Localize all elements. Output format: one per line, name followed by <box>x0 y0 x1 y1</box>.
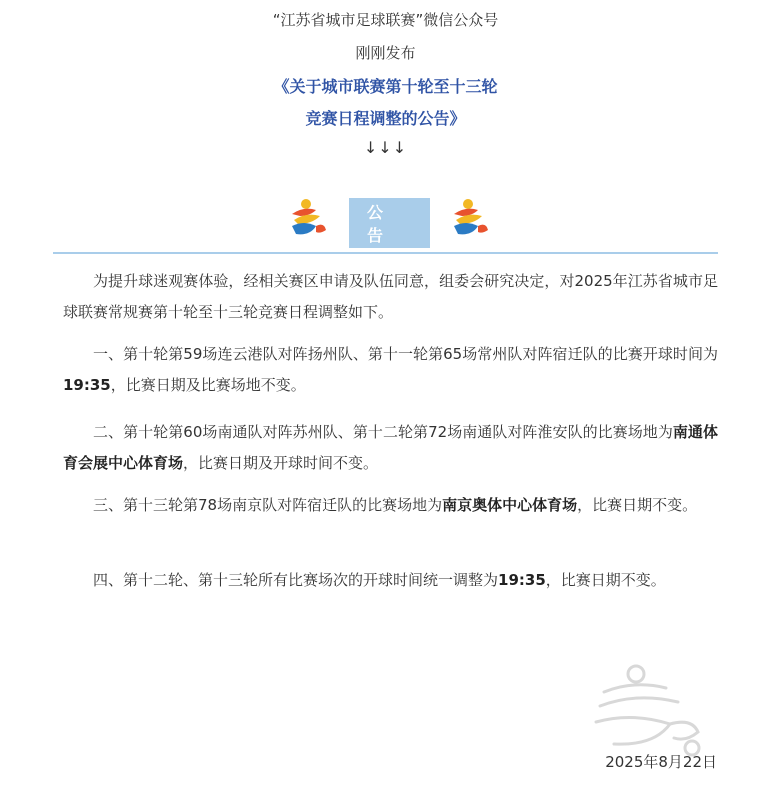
intro-paragraph <box>63 266 718 328</box>
item-4-tail: ，比赛日期不变。 <box>545 571 666 589</box>
item-1-text: 一、第十轮第59场连云港队对阵扬州队、第十一轮第65场常州队对阵宿迁队的比赛开球时间为 <box>93 345 718 363</box>
notice-banner-label: 公告 <box>367 203 402 245</box>
item-3-tail: ，比赛日期不变。 <box>577 496 698 514</box>
item-3-venue: 南京奥体中心体育场 <box>442 496 578 514</box>
publish-status: 刚刚发布 <box>355 44 416 62</box>
item-2-text: 二、第十轮第60场南通队对阵苏州队、第十二轮第72场南通队对阵淮安队的比赛场地为 <box>93 423 673 441</box>
notice-title-line1: 《关于城市联赛第十轮至十三轮 <box>273 77 498 96</box>
item-3-paragraph <box>63 490 718 521</box>
source-line: “江苏省城市足球联赛”微信公众号 <box>272 11 499 29</box>
item-1-tail: ，比赛日期及比赛场地不变。 <box>110 376 306 394</box>
item-2-paragraph <box>63 417 718 479</box>
item-1-kickoff-time: 19:35 <box>63 376 111 394</box>
item-4-kickoff-time: 19:35 <box>498 571 546 589</box>
banner-divider <box>53 252 718 254</box>
item-4-paragraph <box>63 565 718 596</box>
publish-date: 2025年8月22日 <box>605 753 717 771</box>
item-1-paragraph <box>63 339 718 401</box>
item-4-text: 四、第十二轮、第十三轮所有比赛场次的开球时间统一调整为 <box>93 571 499 589</box>
league-mascot-logo-icon <box>448 196 492 240</box>
notice-title-line2: 竞赛日程调整的公告》 <box>305 109 466 128</box>
down-arrows: ↓↓↓ <box>363 138 408 157</box>
item-2-tail: ，比赛日期及开球时间不变。 <box>183 454 379 472</box>
intro-text: 为提升球迷观赛体验，经相关赛区申请及队伍同意，组委会研究决定，对2025年江苏省城市足球联赛常规赛第十轮至十三轮竞赛日程调整如下。 <box>63 272 718 321</box>
item-3-text: 三、第十三轮第78场南京队对阵宿迁队的比赛场地为 <box>93 496 443 514</box>
notice-banner <box>349 198 430 248</box>
item-2-venue: 南通体育会展中心体育场 <box>63 423 718 472</box>
league-mascot-logo-icon <box>286 196 330 240</box>
league-watermark-icon <box>574 662 714 762</box>
